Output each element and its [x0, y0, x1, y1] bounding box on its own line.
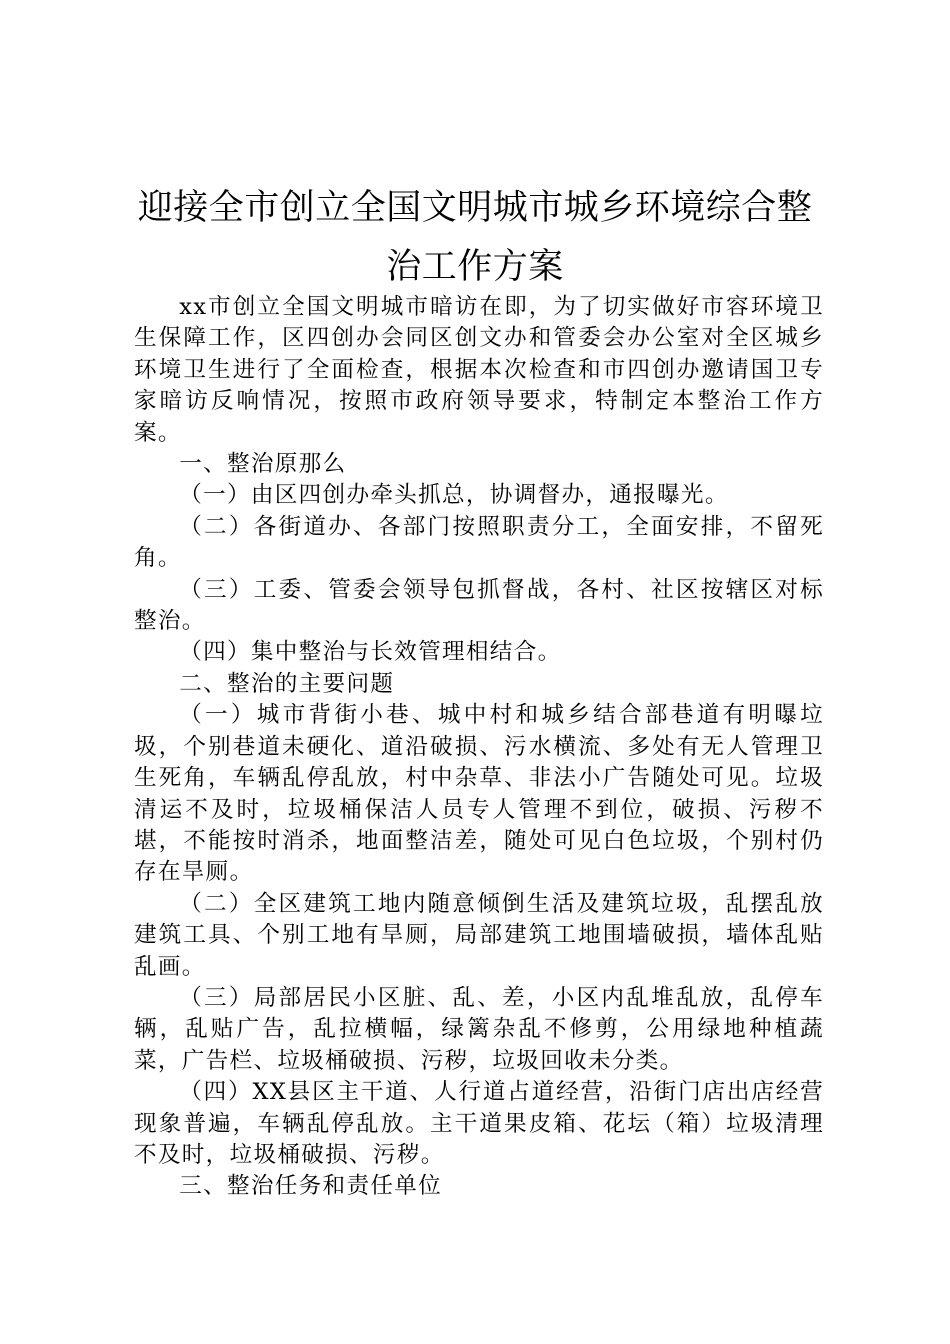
problem-item-4: （四）XX县区主干道、人行道占道经营，沿街门店出店经营现象普遍，车辆乱停乱放。主干道果皮箱、花坛（箱）垃圾清理不及时，垃圾桶破损、污秽。	[134, 1079, 824, 1168]
problem-item-3: （三）局部居民小区脏、乱、差，小区内乱堆乱放，乱停车辆，乱贴广告，乱拉横幅，绿篱杂乱不修剪，公用绿地种植蔬菜，广告栏、垃圾桶破损、污秽，垃圾回收未分类。	[134, 984, 824, 1074]
section-heading-principles: 一、整治原那么	[179, 451, 347, 478]
section-heading-tasks: 三、整治任务和责任单位	[179, 1173, 443, 1200]
intro-paragraph: xx市创立全国文明城市暗访在即，为了切实做好市容环境卫生保障工作，区四创办会同区创文办和管委会办公室对全区城乡环境卫生进行了全面检查，根据本次检查和市四创办邀请国卫专家暗访反响情况，按照市政府领导要求，特制定本整治工作方案。	[134, 294, 824, 446]
document-title-line-1: 迎接全市创立全国文明城市城乡环境综合整	[137, 188, 813, 228]
problem-item-2: （二）全区建筑工地内随意倾倒生活及建筑垃圾，乱摆乱放建筑工具、个别工地有旱厕，局部建筑工地围墙破损，墙体乱贴乱画。	[134, 890, 824, 980]
principle-item-1: （一）由区四创办牵头抓总，协调督办，通报曝光。	[179, 482, 729, 509]
section-heading-problems: 二、整治的主要问题	[179, 670, 395, 697]
document-title-line-2: 治工作方案	[386, 247, 564, 287]
problem-item-1: （一）城市背街小巷、城中村和城乡结合部巷道有明曝垃圾，个别巷道未硬化、道沿破损、污水横流、多处有无人管理卫生死角，车辆乱停乱放，村中杂草、非法小广告随处可见。垃圾清运不及时，垃圾桶保洁人员专人管理不到位，破损、污秽不堪，不能按时消杀，地面整洁差，随处可见白色垃圾，个别村仍存在旱厕。	[134, 702, 824, 886]
principle-item-3: （三）工委、管委会领导包抓督战，各村、社区按辖区对标整治。	[134, 576, 824, 635]
document-body	[134, 292, 824, 1203]
principle-item-2: （二）各街道办、各部门按照职责分工，全面安排，不留死角。	[134, 513, 824, 572]
principle-item-4: （四）集中整治与长效管理相结合。	[179, 639, 562, 666]
